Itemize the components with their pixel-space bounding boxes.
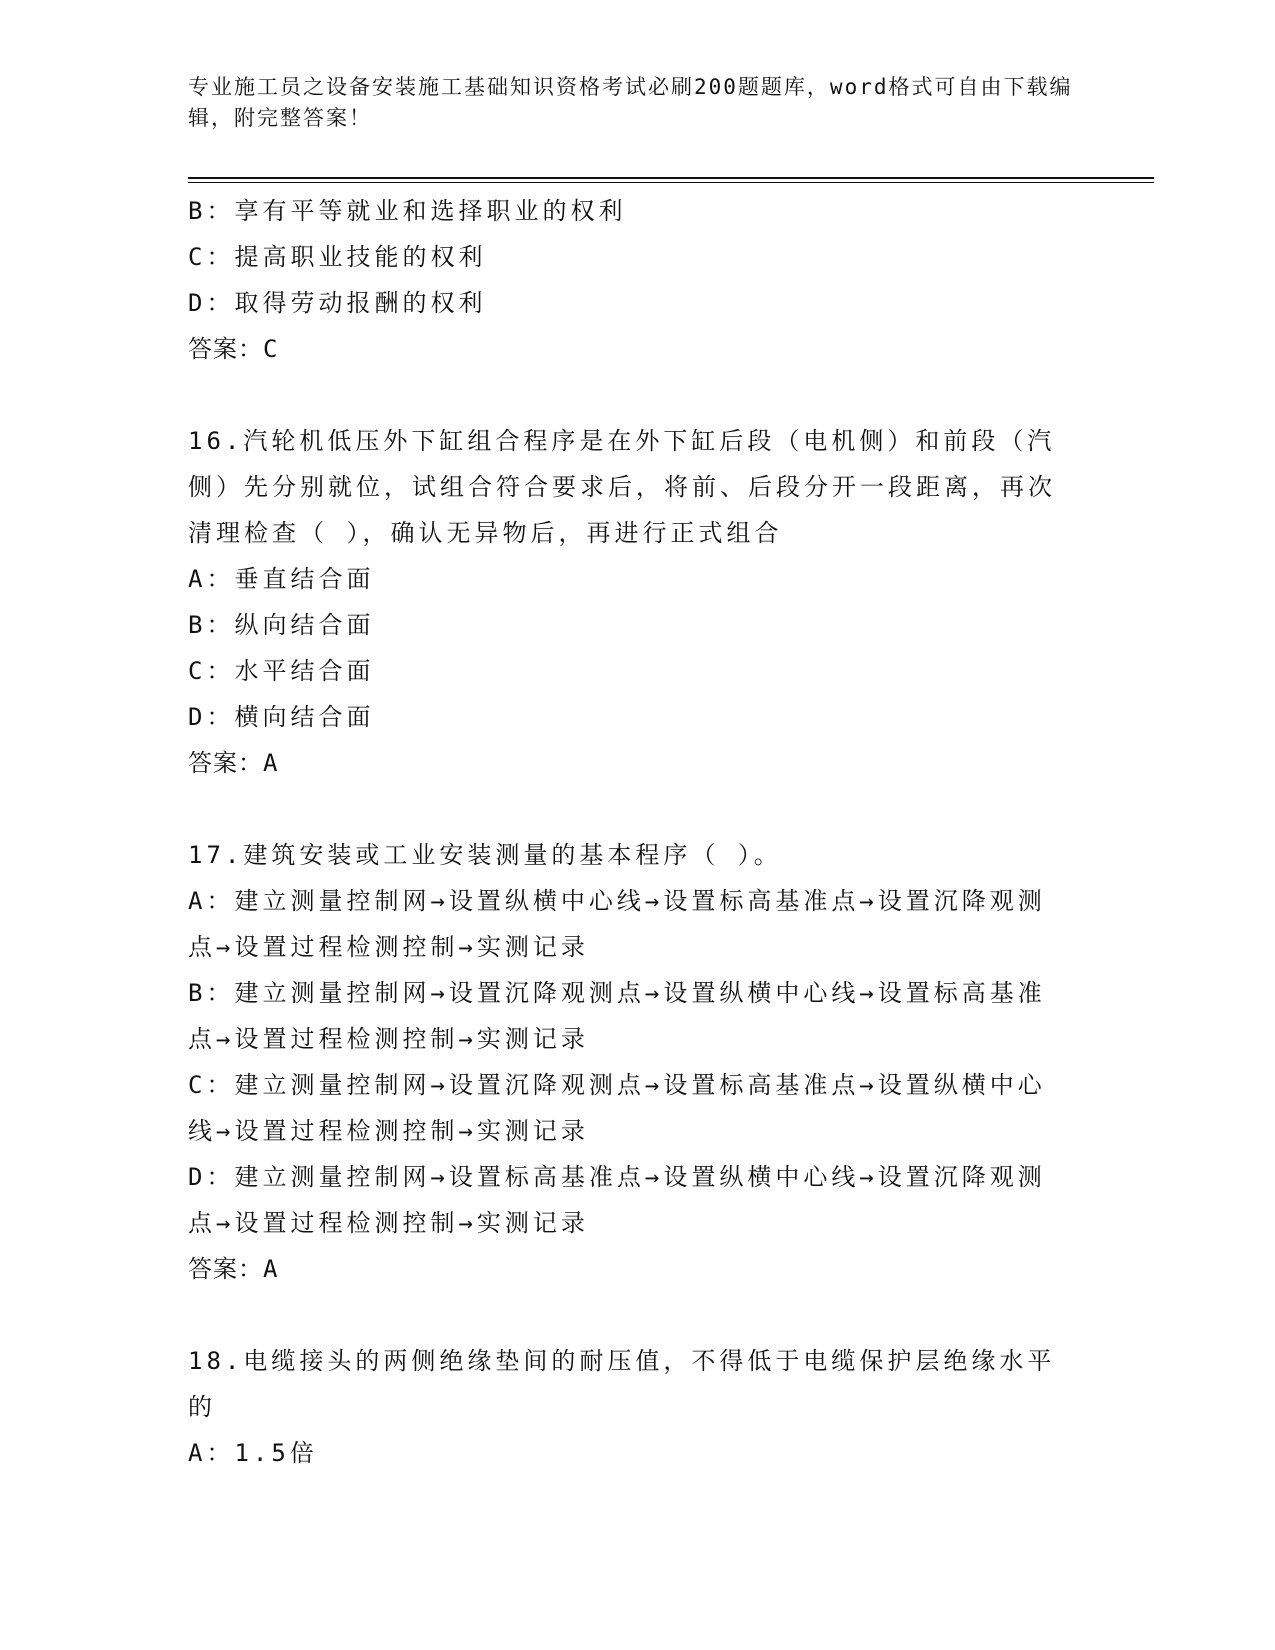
answer-label: 答案：C (188, 335, 279, 363)
option-a: A：垂直结合面 (188, 565, 375, 593)
question-stem: 17.建筑安装或工业安装测量的基本程序（ ）。 (188, 841, 782, 869)
answer-label: 答案：A (188, 1255, 279, 1283)
question-stem: 18.电缆接头的两侧绝缘垫间的耐压值，不得低于电缆保护层绝缘水平的 (188, 1347, 1056, 1421)
header-divider (188, 177, 1154, 179)
header-divider-thin (188, 182, 1154, 183)
page-header: 专业施工员之设备安装施工基础知识资格考试必刷200题题库，word格式可自由下载编辑，附完整答案！ (188, 75, 1073, 130)
spacer (188, 372, 1068, 418)
option-b: B：建立测量控制网→设置沉降观测点→设置纵横中心线→设置标高基准点→设置过程检测控制→实测记录 (188, 979, 1046, 1053)
option-a: A：1.5倍 (188, 1439, 318, 1467)
spacer (188, 1292, 1068, 1338)
option-c: C：水平结合面 (188, 657, 375, 685)
question-list (188, 188, 1068, 1476)
question-17 (188, 832, 1068, 1292)
option-b: B：纵向结合面 (188, 611, 375, 639)
option-d: D：横向结合面 (188, 703, 375, 731)
answer-label: 答案：A (188, 749, 279, 777)
question-stem: 16.汽轮机低压外下缸组合程序是在外下缸后段（电机侧）和前段（汽侧）先分别就位，试组合符合要求后，将前、后段分开一段距离，再次清理检查（ ），确认无异物后，再进行正式组合 (188, 427, 1056, 547)
option-d: D：取得劳动报酬的权利 (188, 289, 487, 317)
option-c: C：提高职业技能的权利 (188, 243, 487, 271)
question-18 (188, 1338, 1068, 1476)
question-15-tail (188, 188, 1068, 372)
option-a: A：建立测量控制网→设置纵横中心线→设置标高基准点→设置沉降观测点→设置过程检测控制→实测记录 (188, 887, 1046, 961)
question-16 (188, 418, 1068, 786)
option-d: D：建立测量控制网→设置标高基准点→设置纵横中心线→设置沉降观测点→设置过程检测控制→实测记录 (188, 1163, 1046, 1237)
option-c: C：建立测量控制网→设置沉降观测点→设置标高基准点→设置纵横中心线→设置过程检测控制→实测记录 (188, 1071, 1046, 1145)
spacer (188, 786, 1068, 832)
option-b: B：享有平等就业和选择职业的权利 (188, 197, 627, 225)
